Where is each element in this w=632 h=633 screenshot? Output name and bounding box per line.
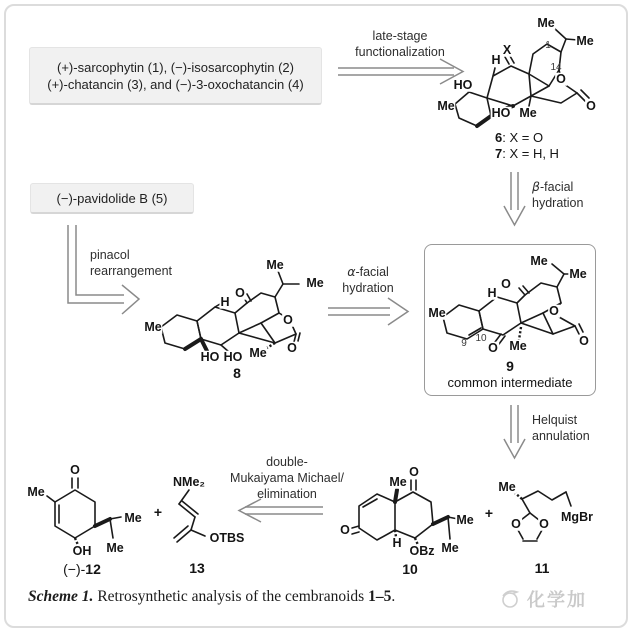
atom-label: O	[586, 98, 596, 113]
beta-hydration-label: β-facial hydration	[532, 179, 584, 210]
common-intermediate-label: common intermediate	[447, 375, 573, 390]
retro-arrow-right-icon	[328, 296, 413, 328]
atom-label: H	[220, 294, 230, 309]
atom-label: OBz	[409, 543, 435, 558]
atom-label: NMe₂	[173, 474, 205, 489]
atom-label: O	[287, 340, 297, 355]
atom-label: O	[235, 285, 245, 300]
structure-6-7	[435, 12, 625, 167]
atom-label: HO	[453, 77, 473, 92]
atom-label: O	[549, 303, 559, 318]
atom-label: HO	[491, 105, 511, 120]
atom-label: H	[491, 52, 501, 67]
atom-label: O	[579, 333, 589, 348]
atom-label: Me	[569, 266, 587, 281]
scheme-caption-label: Scheme 1.	[28, 588, 94, 605]
retro-arrow-left-icon	[225, 498, 325, 524]
atom-label: Me	[519, 105, 537, 120]
atom-label: Me	[509, 338, 527, 353]
variant-6-label: 6: X = O	[495, 130, 544, 145]
atom-label: Me	[428, 305, 446, 320]
plus-sign: +	[484, 505, 494, 521]
atom-label: Me	[249, 345, 267, 360]
structure-9	[428, 251, 591, 359]
atom-label: O	[340, 522, 350, 537]
atom-label: O	[556, 71, 566, 86]
atom-label: HO	[200, 349, 220, 364]
atom-label: HO	[223, 349, 243, 364]
atom-label: Me	[106, 540, 124, 555]
targets-line2: (+)-chatancin (3), and (−)-3-oxochatancin (4)	[47, 76, 304, 92]
atom-label: O	[409, 464, 419, 479]
atom-label: Me	[498, 479, 516, 494]
plus-sign: +	[153, 504, 163, 520]
atom-label: Me	[441, 540, 459, 555]
scheme-caption: Scheme 1. Retrosynthetic analysis of the cembranoids 1–5.	[28, 588, 396, 605]
compound-number: 11	[534, 560, 550, 576]
position-number: 10	[475, 333, 487, 344]
structure-11-skeleton	[492, 462, 617, 557]
atom-label: O	[501, 276, 511, 291]
atom-label: Me	[576, 33, 594, 48]
variant-7-label: 7: X = H, H	[495, 146, 559, 161]
atom-label: Me	[306, 275, 324, 290]
structure-8	[137, 257, 337, 382]
targets-box	[29, 47, 322, 105]
atom-label: O	[539, 516, 549, 531]
atom-label: Me	[266, 257, 284, 272]
common-intermediate-box	[424, 244, 596, 396]
position-number: 14	[550, 62, 562, 73]
atom-label: O	[70, 462, 80, 477]
retro-arrow-down-icon	[503, 403, 529, 461]
atom-label: Me	[537, 15, 555, 30]
scheme-caption-compounds: 1–5	[368, 588, 392, 605]
late-stage-arrow-label: late-stage functionalization	[355, 29, 445, 59]
atom-label: Me	[27, 484, 45, 499]
pavidolide-box	[30, 183, 194, 214]
mukaiyama-label: double- Mukaiyama Michael/ elimination	[230, 455, 344, 501]
targets-line1: (+)-sarcophytin (1), (−)-isosarcophytin (2)	[57, 59, 294, 75]
atom-label: Me	[124, 510, 142, 525]
atom-label: Me	[144, 319, 162, 334]
compound-number: 10	[402, 561, 418, 577]
helquist-label: Helquist annulation	[532, 413, 590, 443]
position-number: 9	[461, 338, 467, 349]
pavidolide-label: (−)-pavidolide B (5)	[56, 190, 168, 206]
atom-label: H	[392, 535, 402, 550]
compound-number: 8	[233, 365, 241, 381]
scheme-caption-body: Retrosynthetic analysis of the cembranoids	[93, 588, 369, 605]
atom-label: Me	[437, 98, 455, 113]
compound-number: 13	[189, 560, 205, 576]
atom-label: Me	[389, 474, 407, 489]
atom-label: OH	[72, 543, 92, 558]
atom-label: OTBS	[209, 530, 245, 545]
huaxuejia-logo-icon	[498, 587, 522, 611]
compound-number: 9	[506, 358, 514, 374]
structure-11	[492, 462, 617, 577]
atom-label: Me	[530, 253, 548, 268]
position-number: 1	[545, 40, 551, 51]
watermark-text: 化学加	[527, 590, 587, 610]
pinacol-label: pinacol rearrangement	[90, 248, 172, 278]
compound-number: (−)-12	[63, 561, 101, 577]
atom-label: Me	[456, 512, 474, 527]
structure-10	[337, 458, 482, 578]
atom-label: O	[283, 312, 293, 327]
atom-label: X	[502, 42, 512, 57]
atom-label: O	[488, 340, 498, 355]
retro-arrow-down-icon	[503, 170, 529, 228]
structure-12	[22, 458, 157, 578]
atom-label: MgBr	[561, 509, 593, 524]
atom-label: O	[511, 516, 521, 531]
watermark	[498, 586, 587, 612]
alpha-hydration-label: α-facial hydration	[342, 264, 394, 295]
atom-label: H	[487, 285, 497, 300]
